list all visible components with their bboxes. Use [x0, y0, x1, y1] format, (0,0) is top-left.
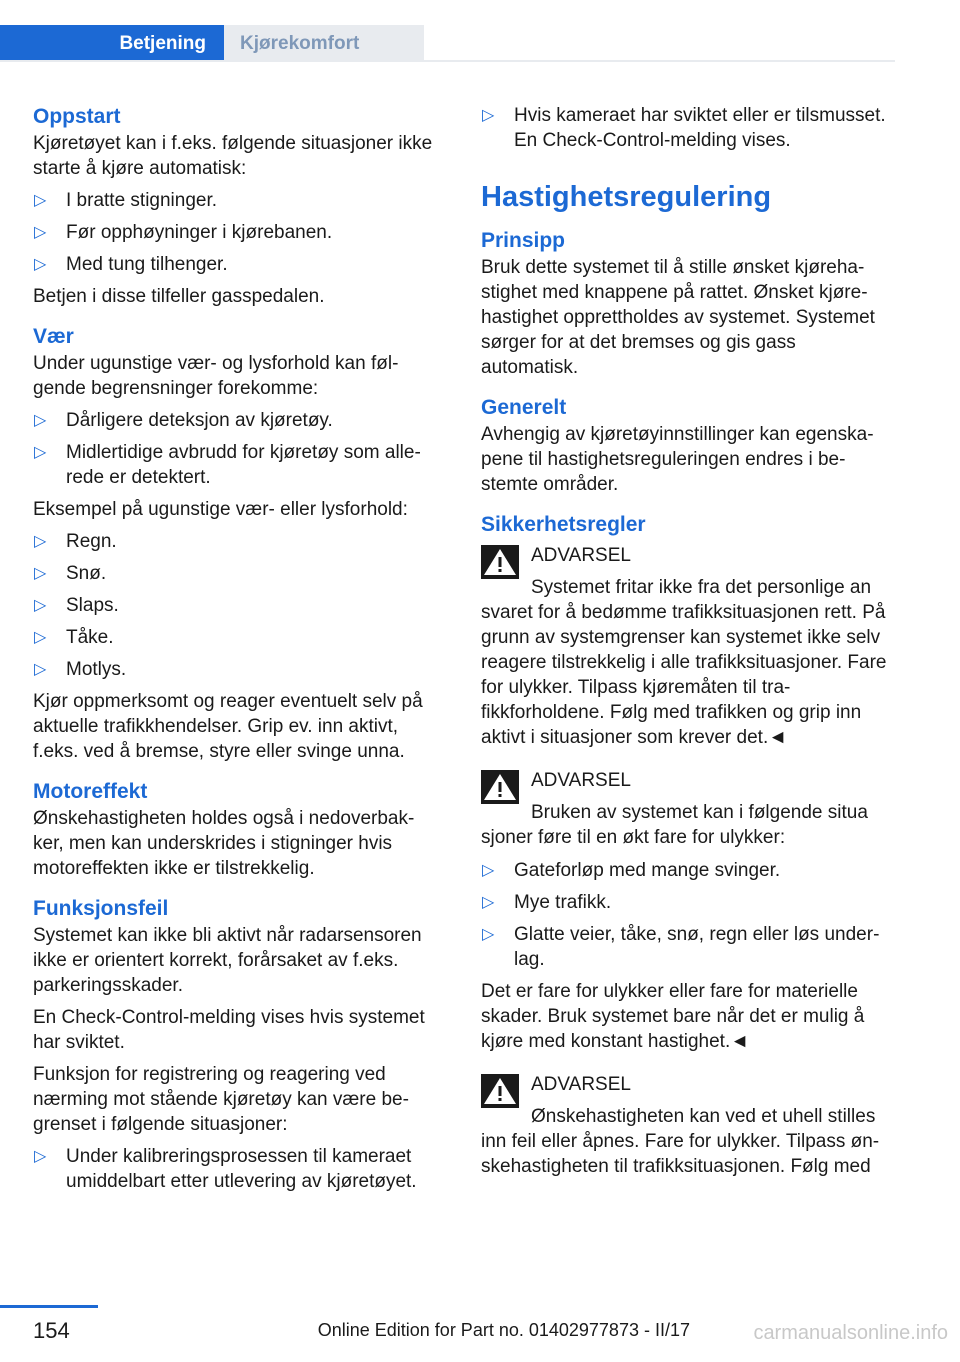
warning-triangle-icon — [481, 1074, 519, 1108]
warning-title: ADVARSEL — [531, 545, 631, 566]
list-item: ▷ Tåke. — [34, 627, 114, 648]
warning-block-1 — [481, 543, 896, 750]
motor-text: Ønskehastigheten holdes også i nedoverbakker, men kan underskrides i stigninger hvis motoreffekten ikke er tilstrekkelig. — [33, 808, 415, 879]
warning-2-outro: Det er fare for ulykker eller fare for materielle skader. Bruk systemet bare når det er mulig å kjøre med konstant hastighet.◄ — [481, 981, 865, 1052]
warning-text: Systemet fritar ikke fra det personlige an svaret for å bedømme trafikksituasjonen rett. På grunn av systemgrenser kan systemet ikke selv reagere tilstrekkelig i alle trafikksituasjoner. Fare for ulykker. Tilpass kjøremåten til trafikkforholdene. Følg med trafikken og grip inn aktivt i situasjoner som krever det.◄ — [481, 577, 887, 748]
list-item: ▷ Mye trafikk. — [482, 892, 612, 913]
feil-list — [33, 1144, 438, 1194]
heading-sikkerhetsregler: Sikkerhetsregler — [481, 513, 646, 536]
heading-generelt: Generelt — [481, 396, 567, 419]
list-item: ▷ Midlertidige avbrudd for kjøretøy som allerede er detektert. — [34, 442, 421, 488]
generelt-text: Avhengig av kjøretøyinnstillinger kan egenskapene til hastighetsreguleringen endres i bestemte områder. — [481, 424, 874, 495]
page-number-rule — [0, 1305, 98, 1308]
heading-oppstart: Oppstart — [33, 105, 121, 128]
feil-text-1: Systemet kan ikke bli aktivt når radarsensoren ikke er orientert korrekt, forårsaket av f.eks. parkeringsskader. — [33, 925, 422, 996]
oppstart-list — [33, 188, 438, 277]
list-item: ▷ Regn. — [34, 531, 117, 552]
warning-block-3 — [481, 1072, 896, 1179]
bullet-icon: ▷ — [34, 533, 47, 550]
edition-footer: Online Edition for Part no. 01402977873 - II/17 — [317, 1320, 690, 1340]
bullet-icon: ▷ — [34, 256, 47, 273]
vaer-list — [33, 408, 438, 490]
bullet-icon: ▷ — [34, 629, 47, 646]
heading-hastighetsregulering: Hastighetsregulering — [481, 181, 772, 213]
list-item: ▷ Før opphøyninger i kjørebanen. — [34, 222, 333, 243]
bullet-icon: ▷ — [34, 224, 47, 241]
tab-kjorekomfort[interactable]: Kjørekomfort — [224, 25, 424, 61]
feil-text-3: Funksjon for registrering og reagering ved nærming mot stående kjøretøy kan være begrenset i følgende situasjoner: — [33, 1064, 409, 1135]
warning-triangle-icon — [481, 770, 519, 804]
bullet-icon: ▷ — [34, 412, 47, 429]
list-item: ▷ Dårligere deteksjon av kjøretøy. — [34, 410, 333, 431]
oppstart-intro: Kjøretøyet kan i f.eks. følgende situasjoner ikke starte å kjøre automatisk: — [33, 133, 433, 179]
heading-prinsipp: Prinsipp — [481, 229, 566, 252]
heading-motoreffekt: Motoreffekt — [33, 780, 148, 803]
feil-text-2: En Check-Control-melding vises hvis systemet har sviktet. — [33, 1007, 425, 1053]
left-column — [33, 103, 438, 1201]
vaer-intro: Under ugunstige vær- og lysforhold kan følgende begrensninger forekomme: — [33, 353, 399, 399]
bullet-icon: ▷ — [34, 565, 47, 582]
watermark: carmanualsonline.info — [753, 1322, 948, 1344]
bullet-icon: ▷ — [34, 192, 47, 209]
heading-funksjonsfeil: Funksjonsfeil — [33, 897, 169, 920]
warning-text: Bruken av systemet kan i følgende situa sjoner føre til en økt fare for ulykker: — [481, 802, 868, 848]
oppstart-outro: Betjen i disse tilfeller gasspedalen. — [33, 286, 325, 307]
tab-betjening[interactable]: Betjening — [0, 25, 224, 61]
warning-title: ADVARSEL — [531, 770, 631, 791]
bullet-icon: ▷ — [34, 444, 47, 461]
warning-text: Ønskehastigheten kan ved et uhell stilles inn feil eller åpnes. Fare for ulykker. Tilpass ønskehastigheten til trafikksituasjonen. Følg med — [481, 1106, 880, 1177]
list-item: ▷ Gateforløp med mange svinger. — [482, 860, 781, 881]
prinsipp-text: Bruk dette systemet til å stille ønsket kjørehastighet med knappene på rattet. Ønsket kjørehastighet opprettholdes av systemet. Systemet sørger for at det bremses og gis gass automatisk. — [481, 257, 875, 378]
list-item: ▷ Snø. — [34, 563, 107, 584]
warning-2-list — [481, 858, 896, 972]
bullet-icon: ▷ — [34, 1148, 47, 1165]
list-item: ▷ I bratte stigninger. — [34, 190, 218, 211]
list-item: ▷ Motlys. — [34, 659, 127, 680]
list-item: ▷ Slaps. — [34, 595, 119, 616]
bullet-icon: ▷ — [482, 862, 495, 879]
right-column — [481, 103, 896, 1179]
page-number: 154 — [33, 1318, 70, 1343]
bullet-icon: ▷ — [34, 597, 47, 614]
list-item: ▷ Med tung tilhenger. — [34, 254, 228, 275]
bullet-icon: ▷ — [482, 107, 495, 124]
bullet-icon: ▷ — [482, 926, 495, 943]
bullet-icon: ▷ — [34, 661, 47, 678]
vaer-example: Eksempel på ugunstige vær- eller lysforhold: — [33, 499, 408, 520]
list-item: ▷ Glatte veier, tåke, snø, regn eller løs underlag. — [482, 924, 880, 970]
warning-title: ADVARSEL — [531, 1074, 631, 1095]
chapter-tabs — [0, 25, 424, 61]
bullet-icon: ▷ — [482, 894, 495, 911]
heading-vaer: Vær — [33, 325, 74, 348]
list-item: ▷ Under kalibreringsprosessen til kameraet umiddelbart etter utlevering av kjøretøyet. — [34, 1146, 417, 1192]
vaer-outro: Kjør oppmerksomt og reager eventuelt selv på aktuelle trafikkhendelser. Grip ev. inn aktivt, f.eks. ved å bremse, styre eller svinge unna. — [33, 691, 423, 762]
feil-list-continued — [481, 103, 896, 153]
list-item: ▷ Hvis kameraet har sviktet eller er tilsmusset. En Check-Control-melding vises. — [482, 105, 886, 151]
tab-divider — [0, 60, 895, 62]
warning-block-2 — [481, 768, 896, 850]
warning-triangle-icon — [481, 545, 519, 579]
vaer-example-list — [33, 529, 438, 682]
